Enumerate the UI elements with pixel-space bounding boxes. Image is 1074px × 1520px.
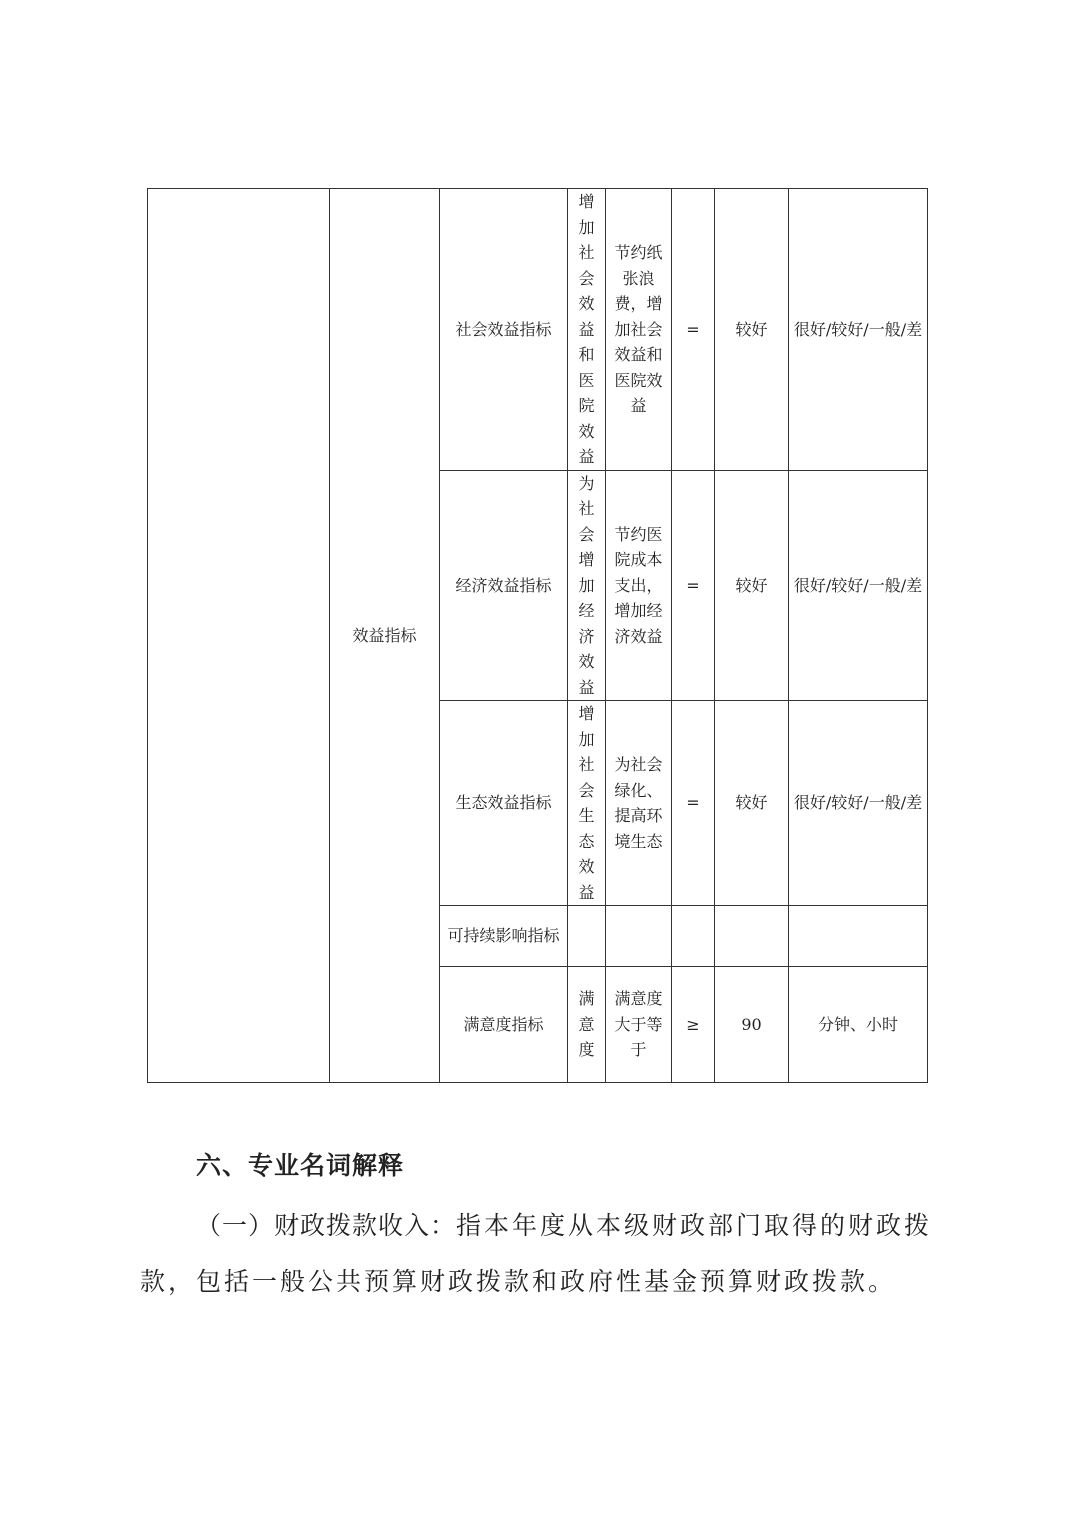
empty-cell <box>148 189 330 1083</box>
description-cell: 节约纸张浪费，增加社会效益和医院效益 <box>606 189 672 471</box>
operator-cell: ≥ <box>672 967 715 1083</box>
indicator-cell: 满意度指标 <box>440 967 568 1083</box>
description-cell: 为社会绿化、提高环境生态 <box>606 701 672 906</box>
table-row <box>148 189 928 471</box>
content-cell <box>568 906 606 967</box>
content-cell: 为社会增加经济效益 <box>568 470 606 701</box>
value-cell: 较好 <box>715 470 789 701</box>
unit-cell: 分钟、小时 <box>789 967 928 1083</box>
operator-cell <box>672 906 715 967</box>
unit-cell <box>789 906 928 967</box>
indicator-cell: 生态效益指标 <box>440 701 568 906</box>
value-cell: 90 <box>715 967 789 1083</box>
operator-cell: = <box>672 701 715 906</box>
value-cell: 较好 <box>715 189 789 471</box>
unit-cell: 很好/较好/一般/差 <box>789 470 928 701</box>
unit-cell: 很好/较好/一般/差 <box>789 701 928 906</box>
indicator-cell: 社会效益指标 <box>440 189 568 471</box>
value-cell <box>715 906 789 967</box>
section-heading: 六、专业名词解释 <box>196 1151 405 1180</box>
content-cell: 满意度 <box>568 967 606 1083</box>
content-cell: 增加社会生态效益 <box>568 701 606 906</box>
term-definition: 指本年度从本级财政部门取得的财政拨款，包括一般公共预算财政拨款和政府性基金预算财政拨款。 <box>140 1211 933 1296</box>
operator-cell: = <box>672 189 715 471</box>
performance-indicator-table <box>147 188 928 1083</box>
group-label-cell: 效益指标 <box>330 189 440 1083</box>
term-label: （一）财政拨款收入： <box>196 1211 457 1240</box>
description-cell <box>606 906 672 967</box>
description-cell: 满意度大于等于 <box>606 967 672 1083</box>
operator-cell: = <box>672 470 715 701</box>
value-cell: 较好 <box>715 701 789 906</box>
definition-paragraph <box>140 1198 940 1310</box>
indicator-cell: 经济效益指标 <box>440 470 568 701</box>
description-cell: 节约医院成本支出，增加经济效益 <box>606 470 672 701</box>
unit-cell: 很好/较好/一般/差 <box>789 189 928 471</box>
content-cell: 增加社会效益和医院效益 <box>568 189 606 471</box>
indicator-cell: 可持续影响指标 <box>440 906 568 967</box>
